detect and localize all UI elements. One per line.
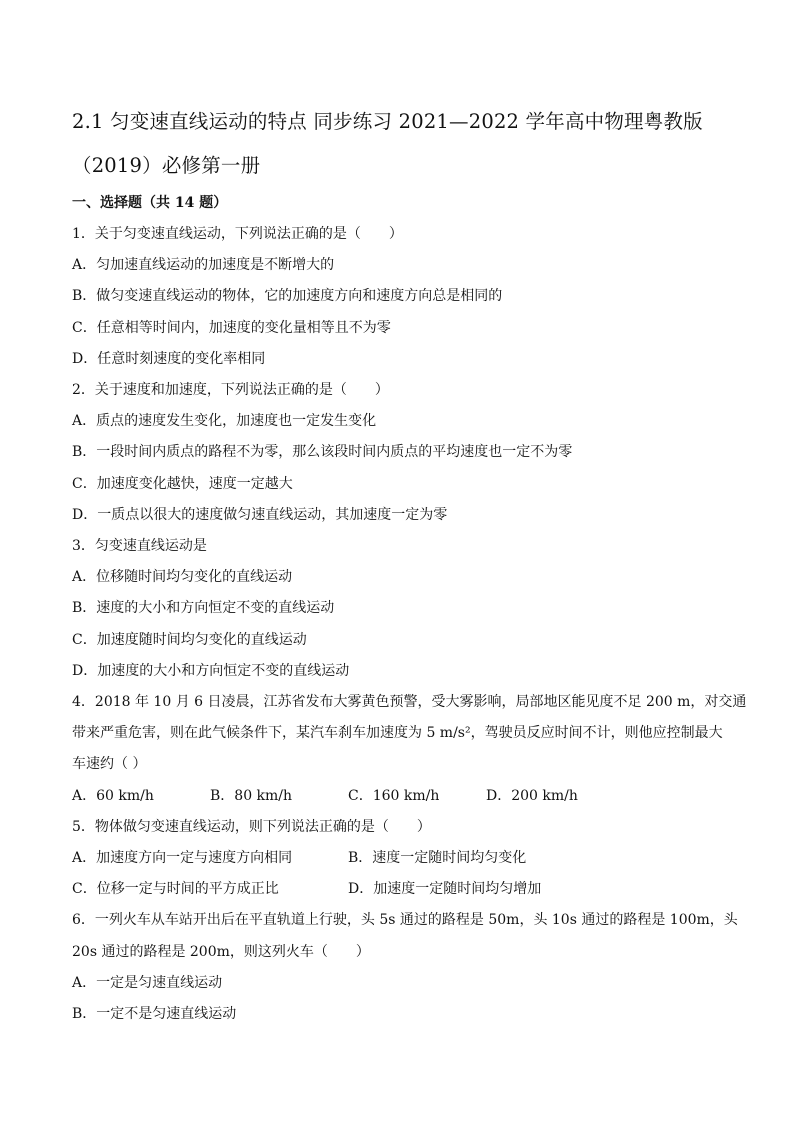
question-stem-line-2: 20s 通过的路程是 200m，则这列火车（ ） [72, 943, 370, 960]
title-line-1: 2.1 匀变速直线运动的特点 同步练习 2021—2022 学年高中物理粤教版 [72, 110, 703, 133]
document-page [72, 100, 747, 1030]
section-heading: 一、选择题（共 14 题） [72, 195, 228, 211]
question-stem-line-3: 车速约（ ） [72, 756, 147, 773]
option-d: D．加速度的大小和方向恒定不变的直线运动 [72, 662, 350, 679]
question-6 [72, 905, 738, 1030]
option-c: C．加速度随时间均匀变化的直线运动 [72, 631, 307, 648]
option-b: B．一段时间内质点的路程不为零，那么该段时间内质点的平均速度也一定不为零 [72, 444, 573, 461]
option-b: B．做匀变速直线运动的物体，它的加速度方向和速度方向总是相同的 [72, 288, 503, 305]
question-stem: 2．关于速度和加速度，下列说法正确的是（ ） [72, 382, 389, 399]
option-c: C．160 km/h [348, 787, 440, 804]
option-a: A．60 km/h [72, 787, 154, 804]
option-c: C．任意相等时间内，加速度的变化量相等且不为零 [72, 319, 391, 336]
option-d: D．一质点以很大的速度做匀速直线运动，其加速度一定为零 [72, 506, 448, 523]
option-d: D．200 km/h [486, 787, 578, 804]
option-b: B．速度一定随时间均匀变化 [348, 850, 527, 867]
option-c: C．位移一定与时间的平方成正比 [72, 881, 279, 898]
option-d: D．加速度一定随时间均匀增加 [348, 881, 542, 898]
option-a: A．匀加速直线运动的加速度是不断增大的 [72, 257, 335, 274]
option-a: A．位移随时间均匀变化的直线运动 [72, 569, 293, 586]
question-stem-line-1: 6．一列火车从车站开出后在平直轨道上行驶，头 5s 通过的路程是 50m，头 10s 通过的路程是 100m，头 [72, 912, 738, 929]
document-title [72, 100, 722, 188]
question-5 [72, 812, 722, 906]
option-b: B．80 km/h [210, 787, 293, 804]
question-2 [72, 375, 722, 531]
question-stem: 5．物体做匀变速直线运动，则下列说法正确的是（ ） [72, 818, 431, 835]
option-b: B．速度的大小和方向恒定不变的直线运动 [72, 600, 335, 617]
question-3 [72, 531, 722, 687]
options-row-1 [72, 843, 722, 874]
option-b: B．一定不是匀速直线运动 [72, 1006, 237, 1023]
option-a: A．一定是匀速直线运动 [72, 974, 223, 991]
option-a: A．质点的速度发生变化，加速度也一定发生变化 [72, 413, 377, 430]
options-row-2 [72, 874, 722, 905]
question-stem-line-2: 带来严重危害，则在此气候条件下，某汽车刹车加速度为 5 m/s²，驾驶员反应时间不计，则他应控制最大 [72, 725, 723, 742]
options-row [72, 781, 722, 812]
title-line-2: （2019）必修第一册 [72, 154, 261, 177]
question-1 [72, 219, 722, 375]
option-d: D．任意时刻速度的变化率相同 [72, 350, 266, 367]
option-a: A．加速度方向一定与速度方向相同 [72, 850, 293, 867]
question-stem: 3．匀变速直线运动是 [72, 538, 207, 555]
question-stem-line-1: 4．2018 年 10 月 6 日凌晨，江苏省发布大雾黄色预警，受大雾影响，局部地区能见度不足 200 m，对交通 [72, 694, 747, 711]
question-stem: 1．关于匀变速直线运动，下列说法正确的是（ ） [72, 226, 403, 242]
option-c: C．加速度变化越快，速度一定越大 [72, 475, 293, 492]
question-4 [72, 687, 747, 812]
